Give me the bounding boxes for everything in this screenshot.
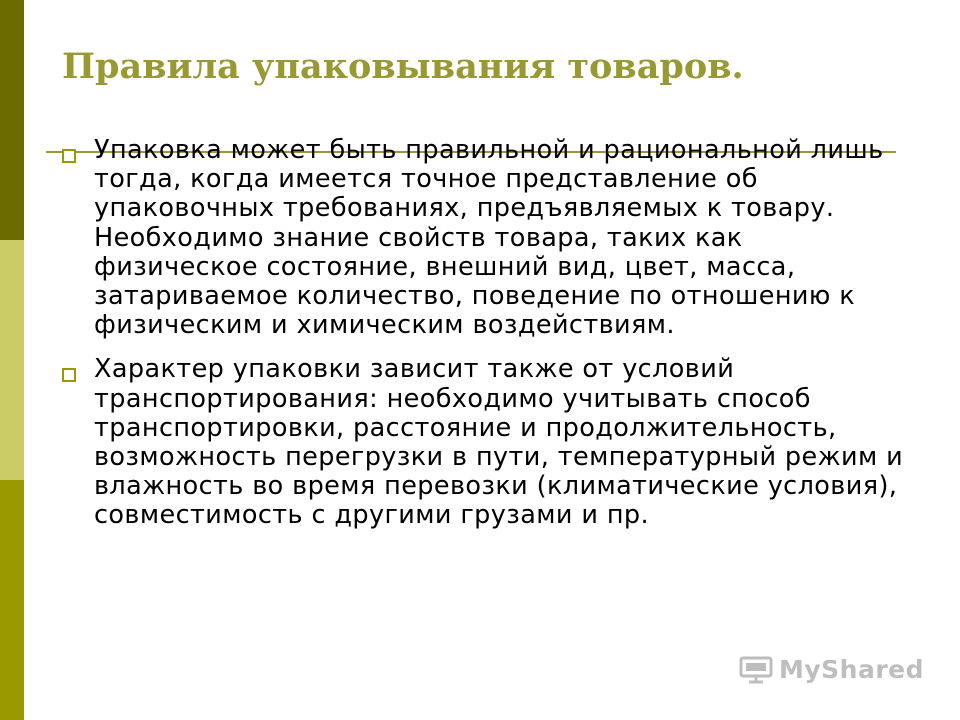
side-bar-middle	[0, 240, 24, 480]
square-bullet-icon	[62, 149, 76, 163]
watermark-logo	[739, 655, 924, 684]
square-bullet-icon	[62, 368, 76, 382]
presentation-screen-icon	[739, 656, 773, 684]
side-bar-top	[0, 0, 24, 240]
bullet-item	[60, 136, 910, 340]
bullet-item	[60, 355, 910, 530]
slide-title: Правила упаковывания товаров.	[62, 46, 744, 87]
bullet-text: Характер упаковки зависит также от условий транспортирования: необходимо учитывать способ транспортировки, расстояние и продолжительность, возможность перегрузки в пути, температурный режим и влажность во время перевозки (климатические условия), совместимость с другими грузами и пр.	[94, 354, 904, 531]
watermark-text: MyShared	[778, 655, 924, 684]
bullet-text: Упаковка может быть правильной и рациональной лишь тогда, когда имеется точное представление об упаковочных требованиях, предъявляемых к товару. Необходимо знание свойств товара, таких как физическое состояние, внешний вид, цвет, масса, затариваемое количество, поведение по отношению к физическим и химическим воздействиям.	[94, 135, 884, 341]
side-bar-bottom	[0, 480, 24, 720]
bullet-list	[60, 136, 910, 546]
